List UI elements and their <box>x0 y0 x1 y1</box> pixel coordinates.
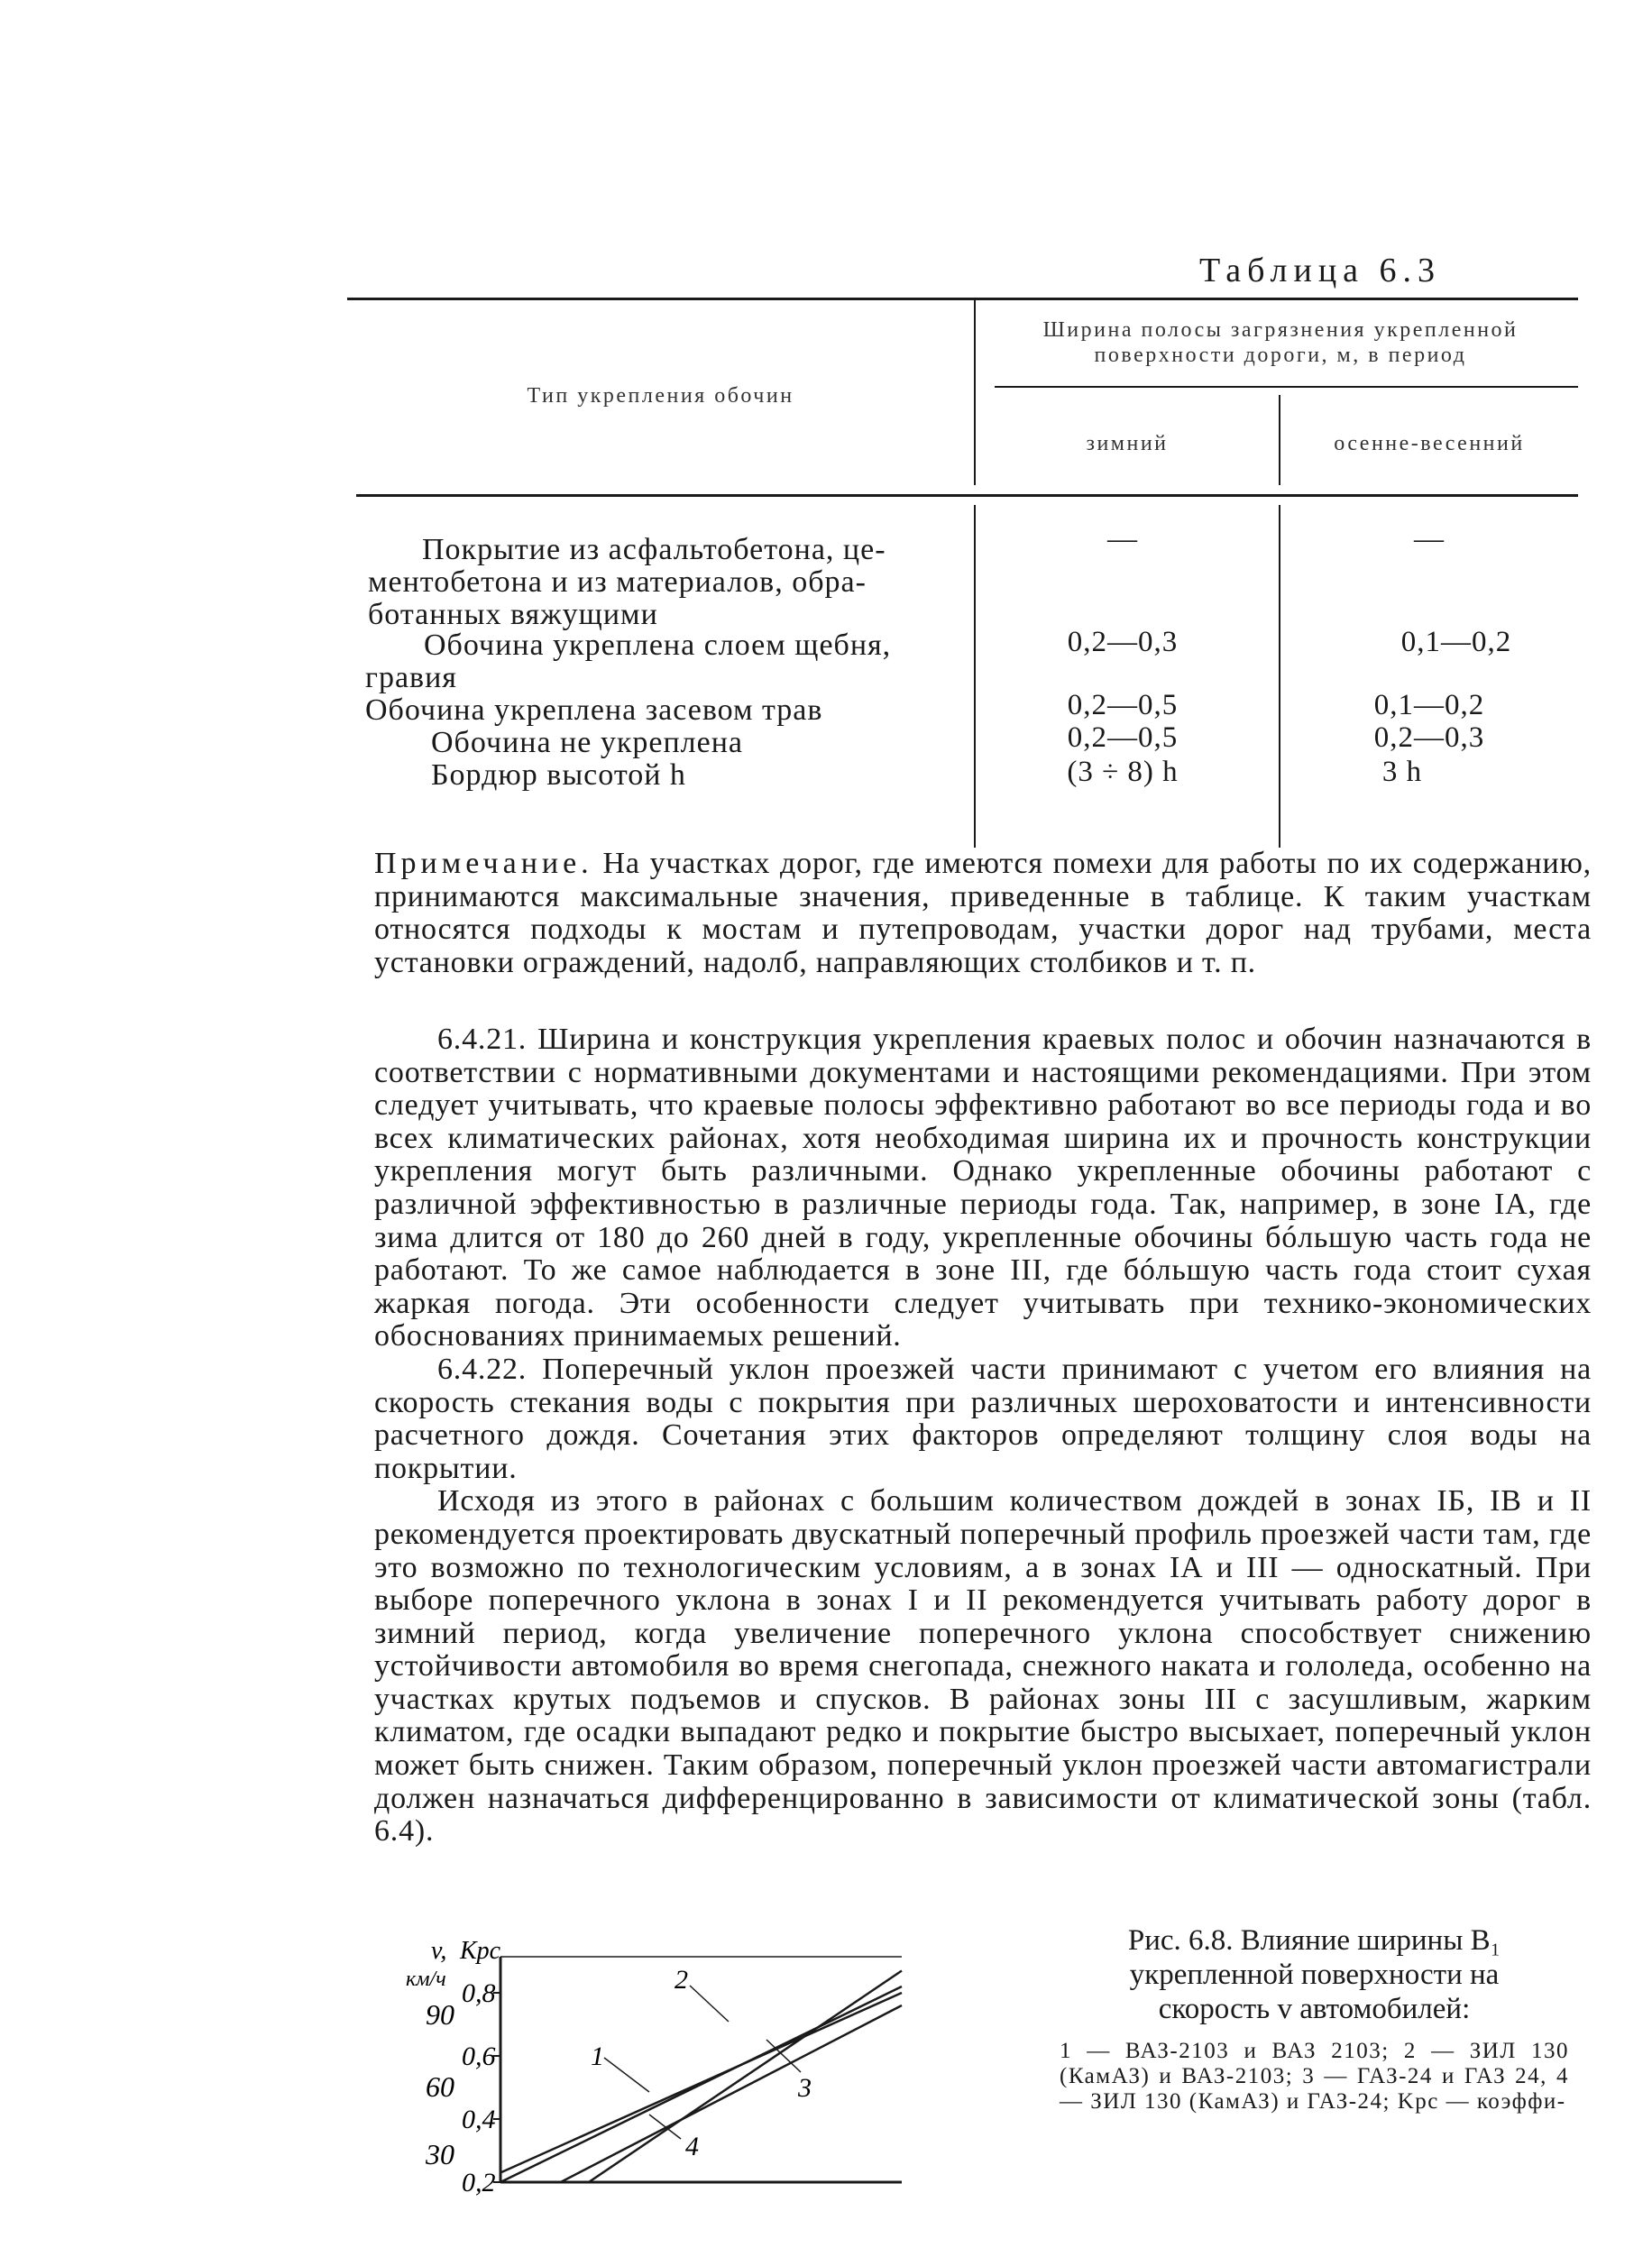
table-caption: Таблица 6.3 <box>1199 252 1442 289</box>
series-leader-4 <box>649 2115 681 2139</box>
table-divider-2-body <box>1279 505 1280 848</box>
paragraph-6-4-21: 6.4.21. Ширина и конструкция укрепления краевых полос и обочин назначаются в соответствии с нормативными документами и настоящими рекомендациями. При этом следует учитывать, что краевые полосы эффективно работают во все периоды года и во всех климатических районах, хотя необходимая ширина их и прочность конструкции укрепления могут быть различными. Однако укрепленные обочины работают с различной эффективностью в различные периоды года. Так, например, в зоне IA, где зима длится от 180 до 260 дней в году, укрепленные обочины бóльшую часть года не работают. То же самое наблюдается в зоне III, где бóльшую часть года стоит сухая жаркая погода. Эти особенности следует учитывать при технико-экономических обоснованиях принимаемых решений. <box>374 1023 1592 1353</box>
series-label-1: 1 <box>591 2041 604 2071</box>
row-type-line: гравия <box>365 661 457 694</box>
series-label-2: 2 <box>675 1965 688 1995</box>
row-type-line: Обочина не укреплена <box>431 726 743 759</box>
paragraph-cross-slope: Исходя из этого в районах с большим количеством дождей в зонах IБ, IВ и II рекомендуется проектировать двускатный поперечный профиль проезжей части там, где это возможно по технологическим условиям, а в зонах IА и III — односкатный. При выборе поперечного уклона в зонах I и II рекомендуется учитывать работу дорог в зимний период, когда увеличение поперечного уклона способствует снижению устойчивости автомобиля во время снегопада, снежного наката и гололеда, особенно на участках крутых подъемов и спусков. В районах зоны III с засушливым, жарким климатом, где осадки выпадают редко и покрытие быстро высыхает, поперечный уклон может быть снижен. Таким образом, поперечный уклон проезжей части автомагистрали должен назначаться дифференцированно в зависимости от климатической зоны (табл. 6.4). <box>374 1484 1592 1849</box>
figure-title-1: Рис. 6.8. Влияние ширины B₁ <box>1127 1924 1501 1957</box>
row-type <box>365 694 822 727</box>
row-type <box>431 727 743 759</box>
y-axis-label: v, <box>431 1939 447 1965</box>
row-type <box>431 759 686 792</box>
row-type-line: Обочина укреплена засевом трав <box>365 693 823 727</box>
series-label-4: 4 <box>685 2132 699 2161</box>
header-autumn: осенне-весенний <box>1334 432 1525 455</box>
body-text <box>374 1023 1592 1849</box>
row-type-line: Обочина укреплена слоем щебня, <box>424 628 892 662</box>
note-text: На участках дорог, где имеются помехи для работы по их содержанию, принимаются максимальные значения, приведенные в таблице. К таким участкам относятся подходы к мостам и путепроводам, участки дорог над трубами, места установки ограждений, надолб, направляющих столбиков и т. п. <box>374 847 1592 979</box>
row-type-line: ботанных вяжущими <box>368 598 658 631</box>
winter-value: 0,2—0,3 <box>1067 626 1179 658</box>
y2-tick-label: 0,4 <box>462 2105 496 2134</box>
y-tick-label: 60 <box>426 2070 454 2103</box>
row-type <box>365 629 891 694</box>
y2-tick-label: 0,6 <box>462 2041 496 2071</box>
table-header-rule <box>356 494 1578 497</box>
header-type: Тип укрепления обочин <box>527 384 794 408</box>
row-type-line: Бордюр высотой h <box>431 758 686 792</box>
figure-caption <box>1060 1923 1569 2115</box>
header-group: Ширина полосы загрязнения укрепленной поверхности дороги, м, в период <box>1042 318 1519 367</box>
winter-value: 0,2—0,5 <box>1067 721 1179 754</box>
winter-value: 0,2—0,5 <box>1067 689 1179 721</box>
series-label-3: 3 <box>798 2073 812 2103</box>
y-tick-label: 90 <box>426 1998 454 2031</box>
row-type-line: Покрытие из асфальтобетона, це- <box>422 533 886 566</box>
winter-value: (3 ÷ 8) h <box>1067 756 1179 788</box>
winter-value: — <box>1107 523 1138 555</box>
autumn-value: 0,2—0,3 <box>1373 721 1485 754</box>
table-top-rule <box>347 298 1578 300</box>
y-tick-label: 30 <box>426 2138 454 2170</box>
table-subheader-rule <box>995 386 1578 388</box>
series-leader-1 <box>604 2058 649 2092</box>
row-type-line: ментобетона и из материалов, обра- <box>368 565 867 599</box>
figure-title-3: скорость v автомобилей: <box>1158 1993 1471 2025</box>
autumn-value: — <box>1414 523 1445 555</box>
paragraph-6-4-22: 6.4.22. Поперечный уклон проезжей части принимают с учетом его влияния на скорость стекания воды с покрытия при различных шероховатости и интенсивности расчетного дождя. Сочетания этих факторов определяют толщину слоя воды на покрытии. <box>374 1352 1592 1485</box>
row-type <box>368 533 886 631</box>
note-label: Примечание. <box>374 847 593 880</box>
autumn-value: 0,1—0,2 <box>1400 626 1512 658</box>
table-note <box>374 848 1592 979</box>
table-divider-2 <box>1279 395 1280 485</box>
y2-axis-label: Kрс <box>460 1939 501 1965</box>
figure-legend: 1 — ВАЗ-2103 и ВАЗ 2103; 2 — ЗИЛ 130 (КамАЗ) и ВАЗ-2103; 3 — ГАЗ-24 и ГАЗ 24, 4 — ЗИЛ 130 (КамАЗ) и ГАЗ-24; Kрс — коэффи- <box>1060 2039 1569 2114</box>
series-leader-2 <box>690 1986 729 2022</box>
figure-title-2: укрепленной поверхности на <box>1129 1959 1500 1991</box>
series-line-3 <box>500 1993 902 2173</box>
figure-chart <box>388 1939 947 2200</box>
y-axis-unit: км/ч <box>406 1968 446 1991</box>
series-line-2 <box>589 1971 902 2183</box>
table-divider-1 <box>974 300 976 485</box>
autumn-value: 3 h <box>1381 756 1423 788</box>
table-divider-1-body <box>974 505 976 848</box>
header-winter: зимний <box>1086 432 1169 455</box>
series-line-4 <box>561 2005 902 2182</box>
autumn-value: 0,1—0,2 <box>1373 689 1485 721</box>
y2-tick-label: 0,2 <box>462 2168 496 2197</box>
series-line-1 <box>500 1986 902 2182</box>
y2-tick-label: 0,8 <box>462 1978 496 2008</box>
